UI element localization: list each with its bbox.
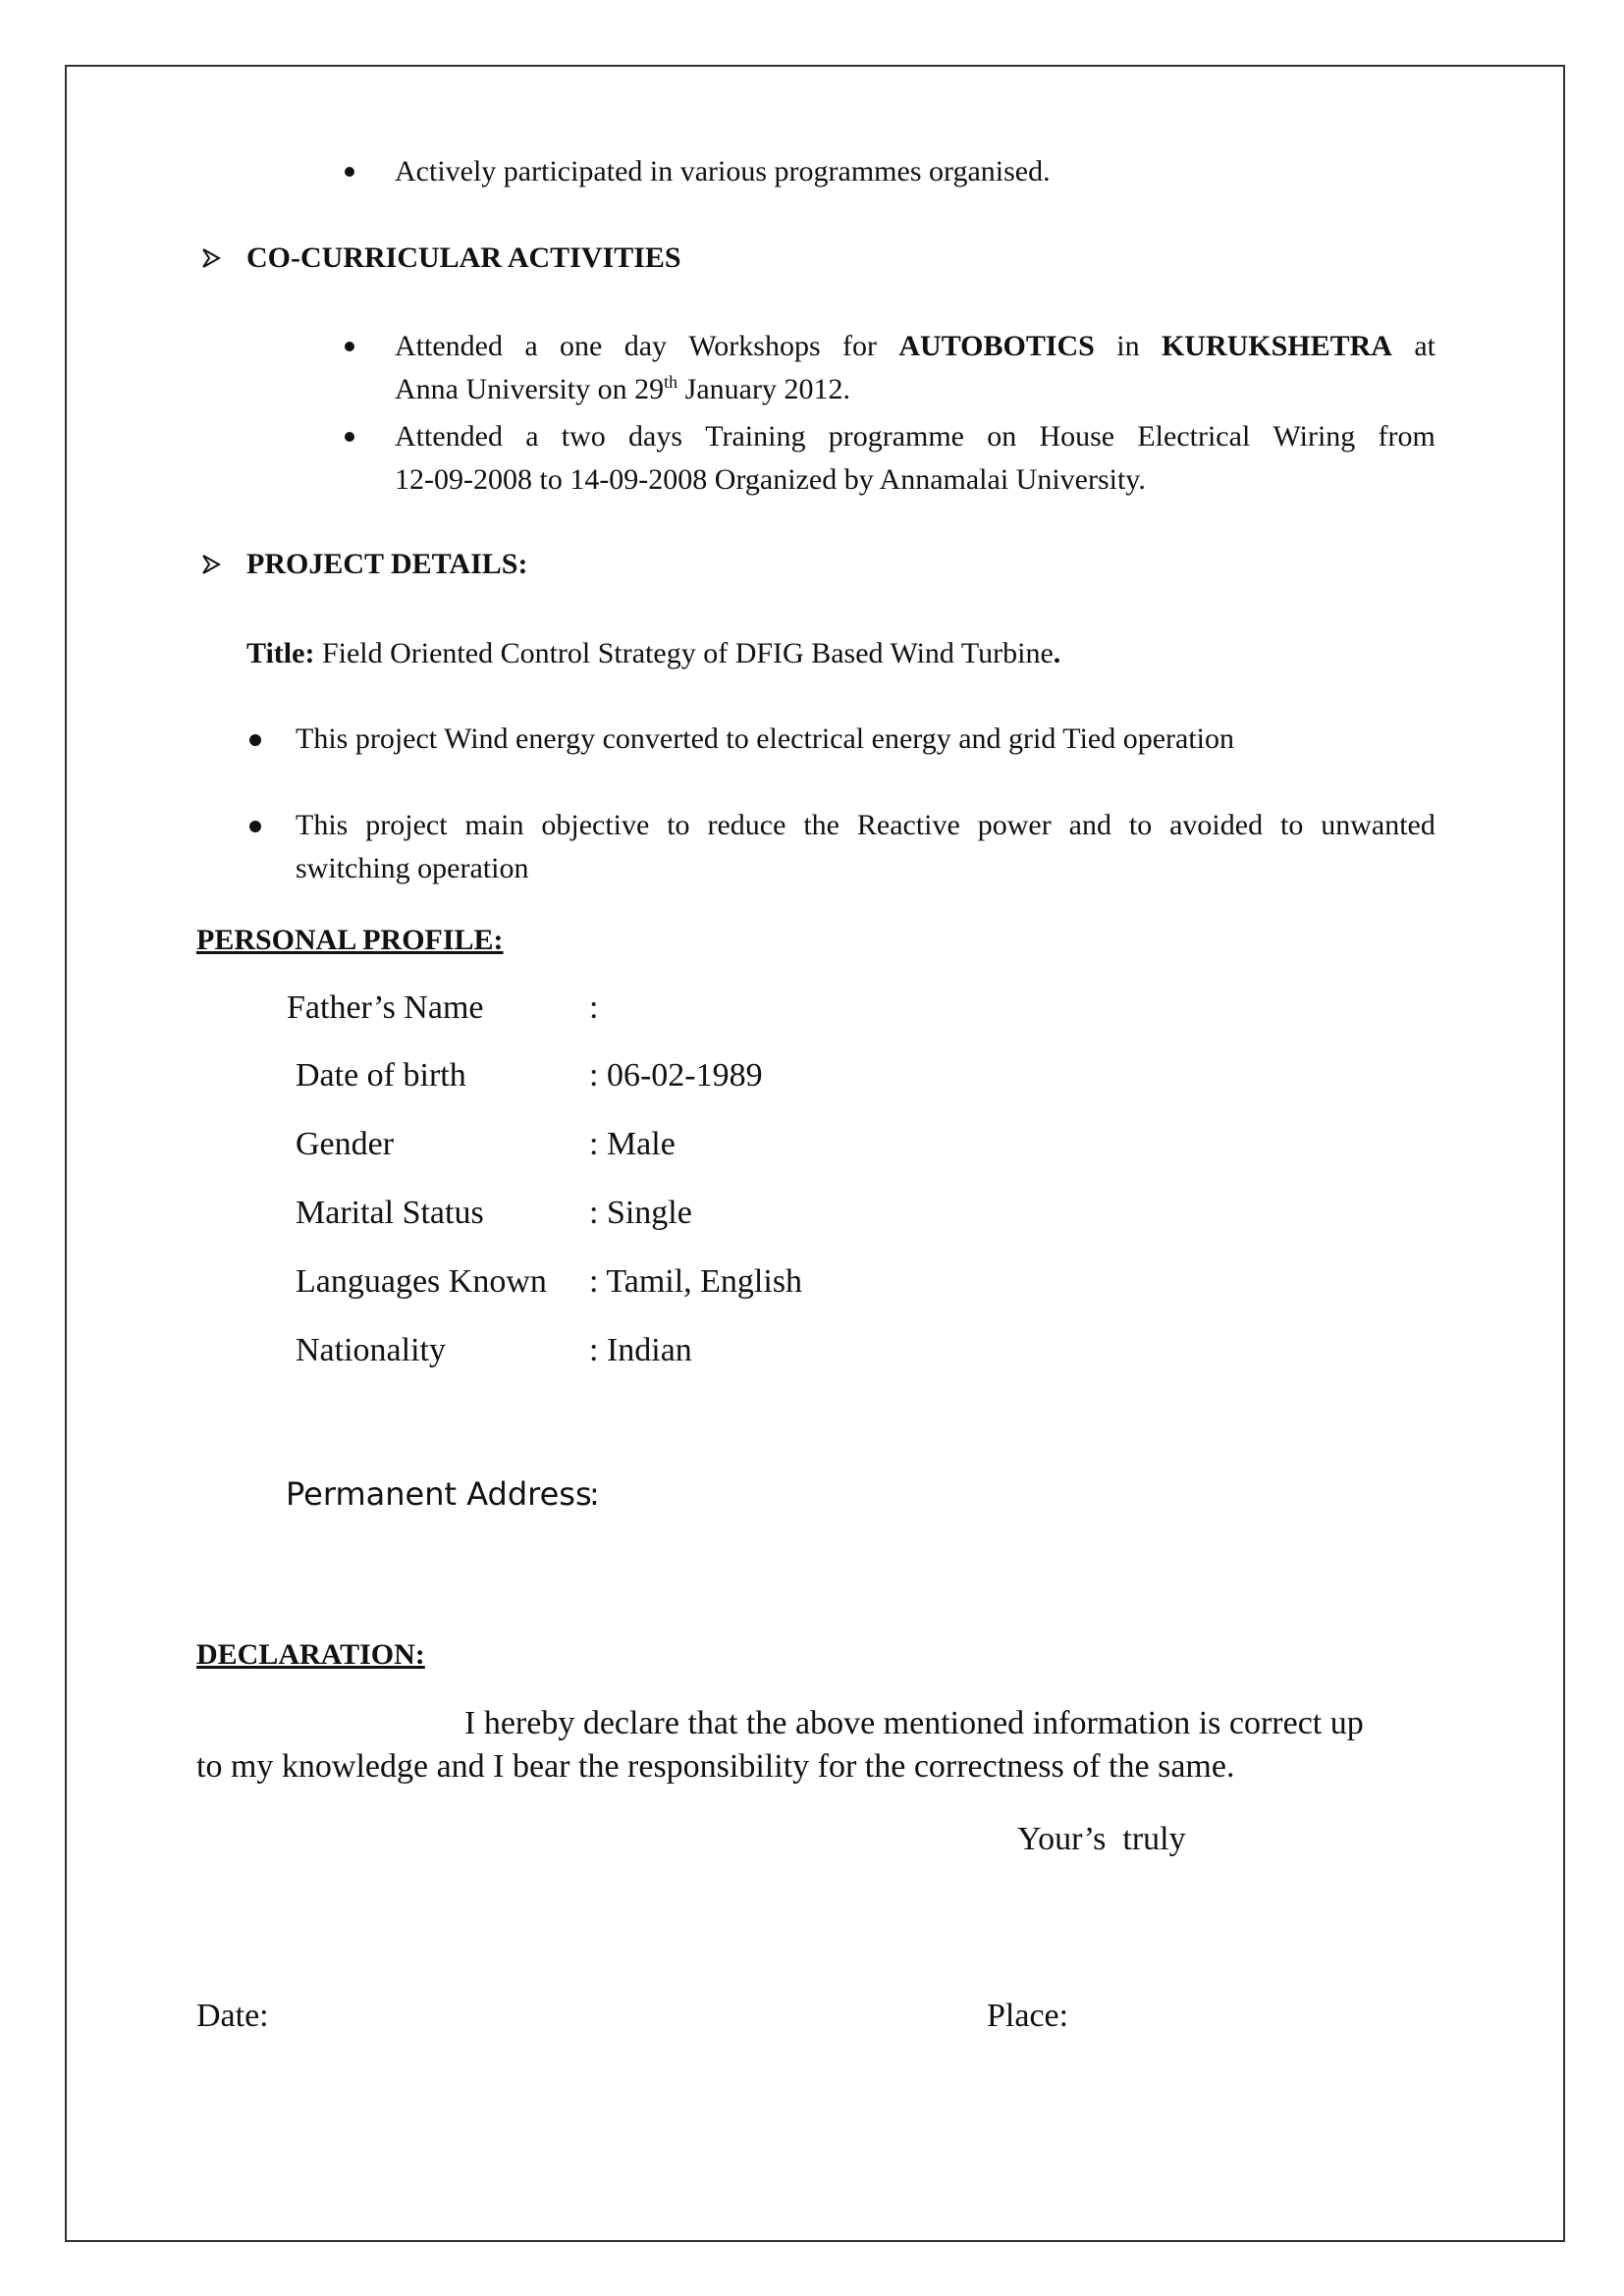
project-details-heading: PROJECT DETAILS: [246, 548, 528, 580]
field-value-fathers-name: : [589, 989, 599, 1026]
project-bullet2-line1: This project main objective to reduce the Reactive power and to avoided to unwanted [296, 809, 1435, 841]
arrow-bullet-icon [201, 247, 221, 269]
field-value-marital-status: : Single [589, 1195, 692, 1231]
co-curricular-heading: CO-CURRICULAR ACTIVITIES [246, 241, 681, 274]
project-bullet1-text: This project Wind energy converted to electrical energy and grid Tied operation [296, 722, 1235, 755]
co-curricular-item2-line1: Attended a two days Training programme on House Electrical Wiring from [395, 420, 1435, 453]
project-bullet2-line2: switching operation [296, 852, 529, 884]
field-label-nationality: Nationality [296, 1332, 446, 1368]
bullet-dot-icon [345, 432, 354, 442]
bullet-dot-icon [345, 167, 354, 177]
field-label-date-of-birth: Date of birth [296, 1057, 466, 1094]
project-title: Title: Field Oriented Control Strategy of DFIG Based Wind Turbine. [246, 637, 1061, 669]
field-label-languages-known: Languages Known [296, 1263, 547, 1300]
place-label: Place: [987, 1998, 1069, 2034]
field-value-languages-known: : Tamil, English [589, 1263, 803, 1300]
bullet-dot-icon [249, 821, 261, 832]
activity-bullet-text: Actively participated in various programmes organised. [395, 155, 1051, 187]
declaration-line2: to my knowledge and I bear the responsibility for the correctness of the same. [196, 1748, 1235, 1785]
field-label-marital-status: Marital Status [296, 1195, 484, 1231]
bullet-dot-icon [249, 734, 261, 746]
arrow-bullet-icon [201, 554, 221, 575]
personal-profile-heading: PERSONAL PROFILE: [196, 924, 504, 956]
declaration-heading: DECLARATION: [196, 1638, 425, 1671]
co-curricular-item1-line2: Anna University on 29th January 2012. [395, 372, 850, 405]
date-label: Date: [196, 1998, 269, 2034]
bullet-dot-icon [345, 342, 354, 351]
field-label-gender: Gender [296, 1126, 395, 1162]
field-label-fathers-name: Father’s Name [287, 989, 484, 1026]
permanent-address-label: Permanent Address [286, 1475, 592, 1513]
field-value-gender: : Male [589, 1126, 676, 1162]
co-curricular-item1-line1: Attended a one day Workshops for AUTOBOTICS in KURUKSHETRA at [395, 330, 1435, 362]
field-value-date-of-birth: : 06-02-1989 [589, 1057, 763, 1094]
permanent-address-separator: : [589, 1475, 600, 1513]
declaration-line1: I hereby declare that the above mentioned information is correct up [464, 1705, 1364, 1741]
co-curricular-item2-line2: 12-09-2008 to 14-09-2008 Organized by Annamalai University. [395, 463, 1146, 496]
closing-signature: Your’s truly [1017, 1821, 1186, 1857]
field-value-nationality: : Indian [589, 1332, 692, 1368]
